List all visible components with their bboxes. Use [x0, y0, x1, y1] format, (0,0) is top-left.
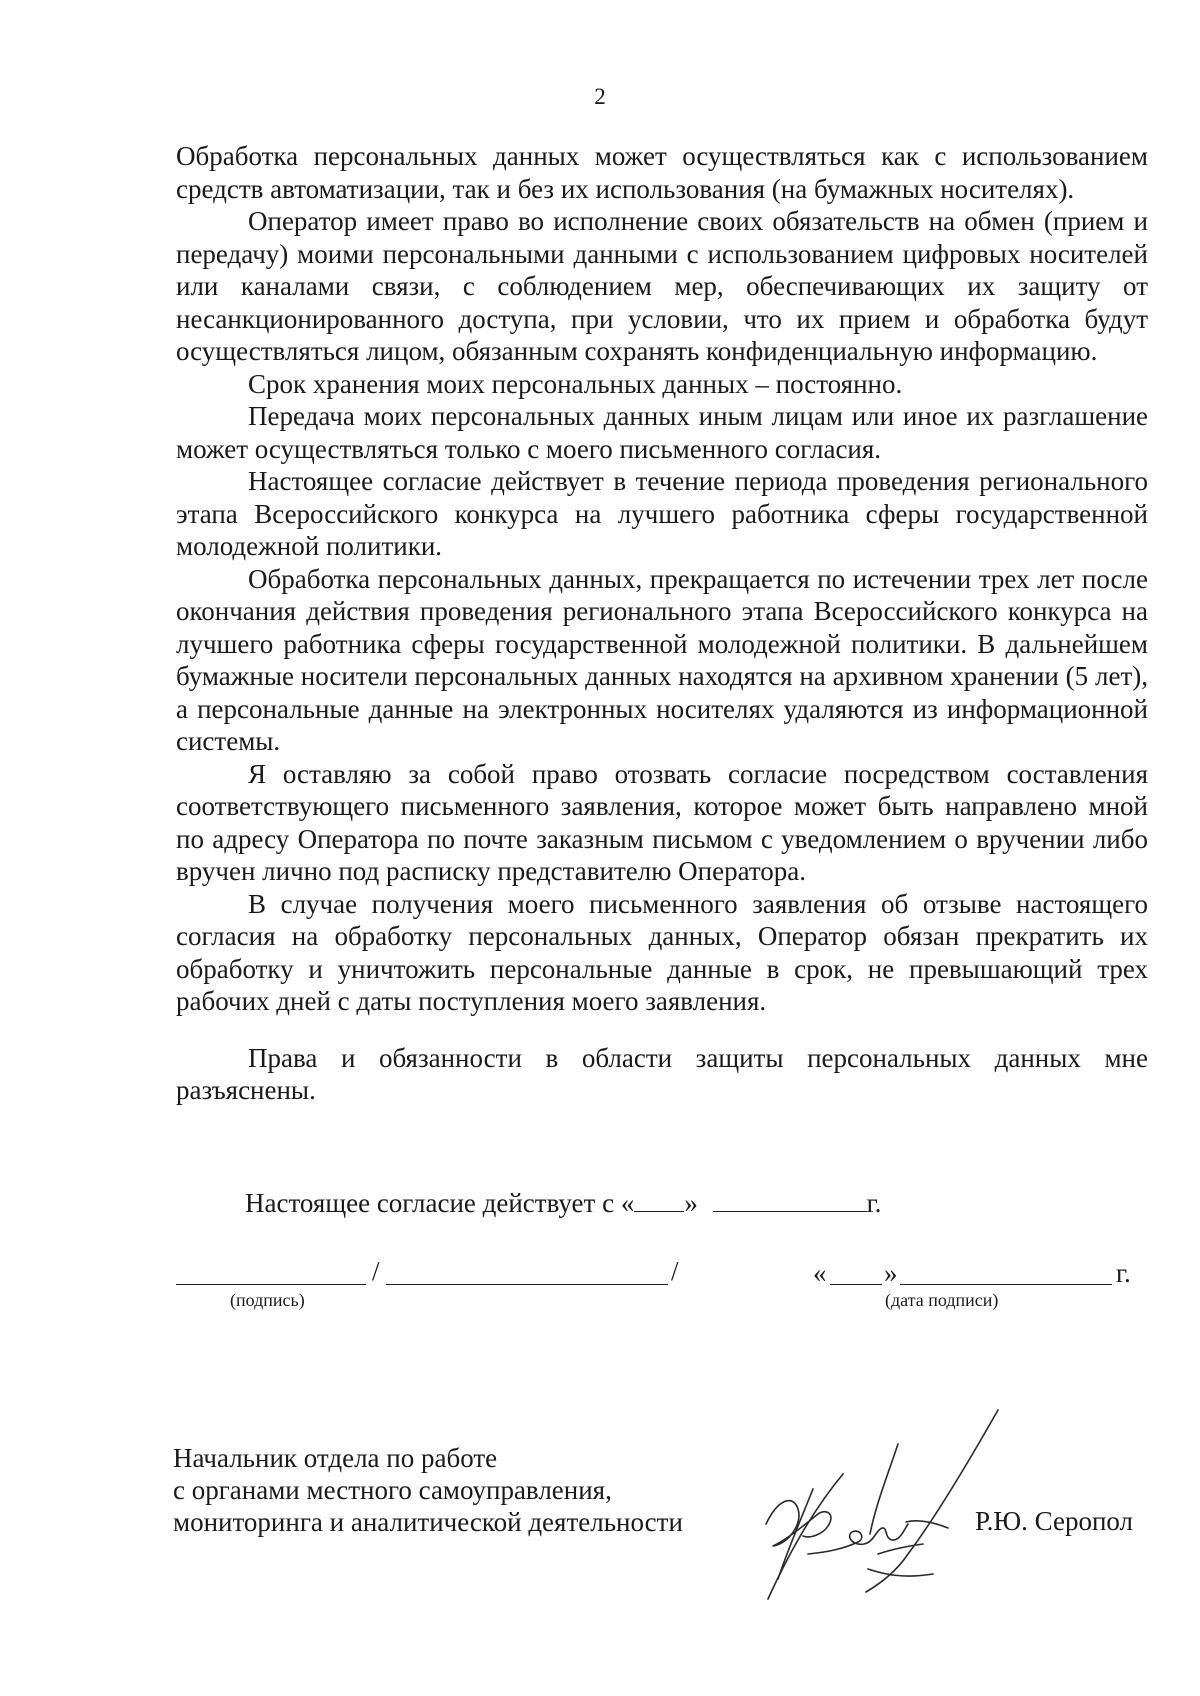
signer-name: Р.Ю. Серопол — [975, 1506, 1134, 1536]
validity-year-suffix: г. — [866, 1188, 882, 1218]
signature-row — [0, 1254, 1200, 1314]
paragraph-processing-methods: Обработка персональных данных может осуществляться как с использованием средств автоматизации, так и без их использования (на бумажных носителях). — [176, 141, 1148, 204]
position-line: мониторинга и аналитической деятельности — [173, 1507, 683, 1537]
paragraph-storage-term: Срок хранения моих персональных данных – постоянно. — [248, 368, 903, 399]
handwritten-signature — [748, 1404, 1018, 1604]
consent-body — [176, 140, 1148, 1107]
paragraph-rights-explained: Права и обязанности в области защиты персональных данных мне разъяснены. — [176, 1042, 1148, 1105]
validity-sentence — [245, 1187, 881, 1219]
validity-quote-close: » — [684, 1188, 698, 1218]
paragraph-withdrawal-obligation: В случае получения моего письменного заявления об отзыве настоящего согласия на обработку персональных данных, Оператор обязан прекратить их обработку и уничтожить персональные данные в срок, не превышающий трех рабочих дней с даты поступления моего заявления. — [176, 888, 1148, 1016]
full-name-line[interactable] — [386, 1284, 668, 1285]
date-month-year-line[interactable] — [900, 1284, 1112, 1285]
position-line: с органами местного самоуправления, — [173, 1475, 612, 1505]
full-name-slash: / — [671, 1256, 679, 1286]
paragraph-consent-period: Настоящее согласие действует в течение периода проведения регионального этапа Всероссийского конкурса на лучшего работника сферы государственной молодежной политики. — [176, 466, 1148, 561]
paragraph-operator-rights: Оператор имеет право во исполнение своих обязательств на обмен (прием и передачу) моими персональными данными с использованием цифровых носителей или каналами связи, с соблюдением мер, обеспечивающих их защиту от несанкционированного доступа, при условии, что их прием и обработка будут осуществляться лицом, обязанным сохранять конфиденциальную информацию. — [176, 206, 1148, 366]
official-position — [173, 1442, 683, 1538]
date-day-line[interactable] — [830, 1284, 882, 1285]
paragraph-transfer: Передача моих персональных данных иным лицам или иное их разглашение может осуществляться только с моего письменного согласия. — [176, 401, 1148, 464]
signature-caption: (подпись) — [230, 1290, 305, 1310]
date-caption: (дата подписи) — [885, 1290, 999, 1310]
signature-line[interactable] — [176, 1284, 366, 1285]
validity-month-year-blank[interactable] — [713, 1187, 867, 1212]
date-quote-close: » — [884, 1258, 898, 1288]
position-line: Начальник отдела по работе — [173, 1443, 498, 1473]
page-number: 2 — [594, 84, 606, 109]
paragraph-processing-end: Обработка персональных данных, прекращается по истечении трех лет после окончания действия проведения регионального этапа Всероссийского конкурса на лучшего работника сферы государственной молодежной политики. В дальнейшем бумажные носители персональных данных находятся на архивном хранении (5 лет), а персональные данные на электронных носителях удаляются из информационной системы. — [176, 563, 1148, 756]
paragraph-revocation: Я оставляю за собой право отозвать согласие посредством составления соответствующего письменного заявления, которое может быть направлено мной по адресу Оператора по почте заказным письмом с уведомлением о вручении либо вручен лично под расписку представителю Оператора. — [176, 758, 1148, 886]
date-quote-open: « — [813, 1258, 827, 1288]
date-year-suffix: г. — [1116, 1258, 1131, 1288]
signature-slash: / — [372, 1256, 380, 1286]
validity-day-blank[interactable] — [634, 1187, 684, 1212]
validity-prefix: Настоящее согласие действует с « — [245, 1188, 635, 1218]
